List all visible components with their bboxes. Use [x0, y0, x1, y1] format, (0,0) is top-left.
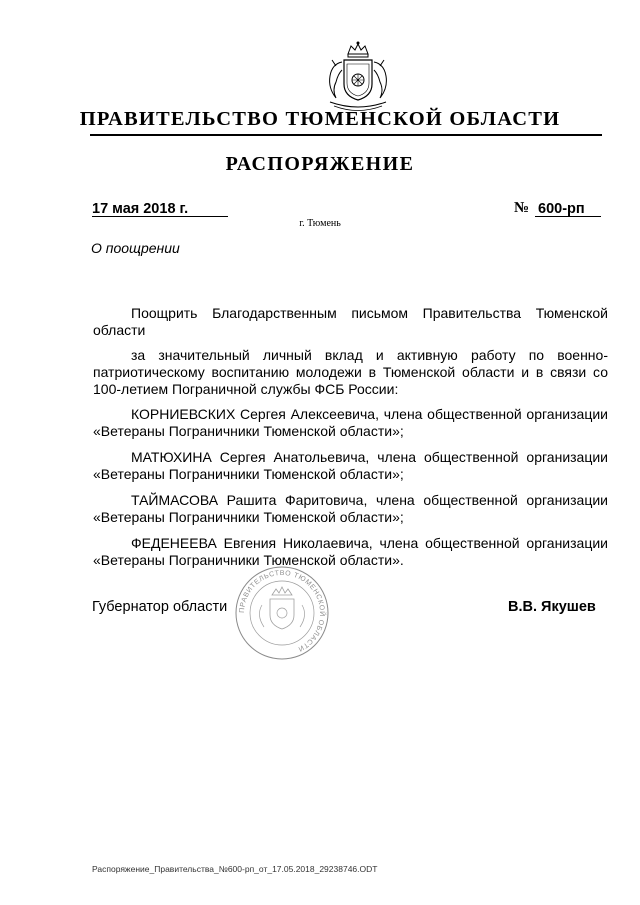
document-body [93, 305, 608, 578]
document-city: г. Тюмень [299, 218, 341, 229]
document-date: 17 мая 2018 г. [92, 201, 189, 217]
body-paragraph: МАТЮХИНА Сергея Анатольевича, члена общественной организации «Ветераны Пограничники Тюменской области»; [93, 449, 608, 482]
body-paragraph: Поощрить Благодарственным письмом Правительства Тюменской области [93, 305, 608, 338]
official-seal-icon [232, 565, 332, 661]
document-type: РАСПОРЯЖЕНИЕ [225, 153, 415, 175]
number-sign: № [514, 200, 530, 216]
coat-of-arms-icon [318, 40, 398, 116]
date-underline [92, 216, 228, 217]
signatory-name: В.В. Якушев [508, 599, 596, 615]
document-subject: О поощрении [91, 240, 180, 256]
government-title: ПРАВИТЕЛЬСТВО ТЮМЕНСКОЙ ОБЛАСТИ [79, 108, 561, 130]
document-number: 600-рп [538, 201, 585, 217]
body-paragraph: КОРНИЕВСКИХ Сергея Алексеевича, члена общественной организации «Ветераны Пограничники Тюменской области»; [93, 406, 608, 439]
body-paragraph: ФЕДЕНЕЕВА Евгения Николаевича, члена общественной организации «Ветераны Пограничники Тюменской области». [93, 535, 608, 568]
title-divider [90, 134, 602, 136]
file-footer: Распоряжение_Правительства_№600-рп_от_17.05.2018_29238746.ODT [92, 864, 378, 874]
signatory-position: Губернатор области [92, 599, 228, 615]
body-paragraph: за значительный личный вклад и активную работу по военно-патриотическому воспитанию молодежи в Тюменской области и в связи со 100-летием Пограничной службы ФСБ России: [93, 347, 608, 397]
seal-text: ПРАВИТЕЛЬСТВО ТЮМЕНСКОЙ ОБЛАСТИ [238, 569, 326, 653]
body-paragraph: ТАЙМАСОВА Рашита Фаритовича, члена общественной организации «Ветераны Пограничники Тюменской области»; [93, 492, 608, 525]
number-underline [535, 216, 601, 217]
